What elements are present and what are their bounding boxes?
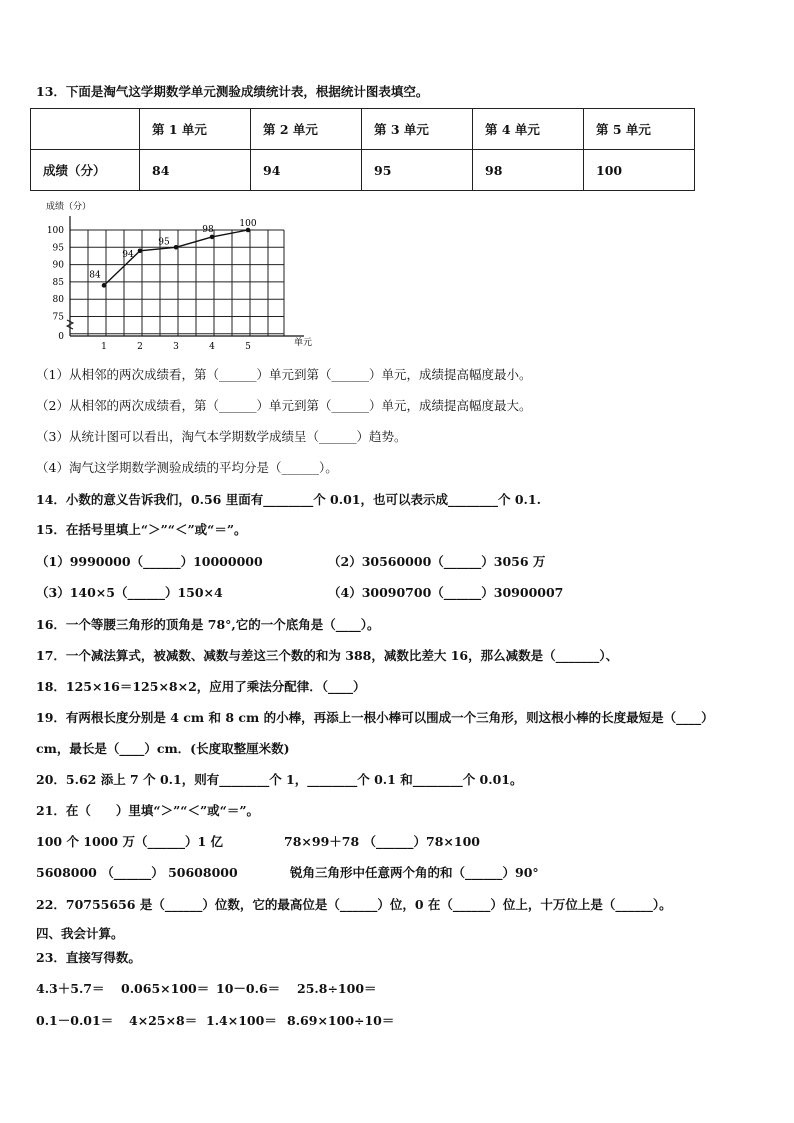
x-tick-label: 5 <box>245 342 251 350</box>
q19-line1: 19．有两根长度分别是 4 cm 和 8 cm 的小棒，再添上一根小棒可以围成一个三角形，则这根小棒的长度最短是（____） <box>36 710 714 725</box>
q19-line2: cm，最长是（____）cm．(长度取整厘米数) <box>36 741 290 756</box>
data-label: 100 <box>239 219 257 229</box>
q20-text: 20．5.62 添上 7 个 0.1，则有________个 1，________个 0.1 和________个 0.01。 <box>36 772 523 787</box>
x-tick-label: 2 <box>137 342 143 350</box>
table-cell: 100 <box>584 150 695 191</box>
q23-item: 0.065×100＝ <box>121 981 210 996</box>
y-tick-label: 80 <box>52 295 64 306</box>
q13-sub1: （1）从相邻的两次成绩看，第（______）单元到第（______）单元，成绩提高幅度最小。 <box>36 367 532 382</box>
q23-item: 8.69×100÷10＝ <box>287 1013 395 1028</box>
table-row-label: 成绩（分） <box>31 150 140 191</box>
q23-item: 4×25×8＝ <box>129 1013 198 1028</box>
table-cell: 95 <box>362 150 473 191</box>
q23-item: 0.1－0.01＝ <box>36 1013 114 1028</box>
q21-prompt: 21．在（ ）里填“＞”“＜”或“＝”。 <box>36 803 260 818</box>
q21-c: 5608000 （______） 50608000 <box>36 865 238 880</box>
y-tick-label: 75 <box>52 312 64 323</box>
table-header-cell: 第 5 单元 <box>584 109 695 150</box>
x-axis-label: 单元 <box>294 338 313 348</box>
table-cell <box>31 109 140 150</box>
data-label: 94 <box>122 249 134 260</box>
q15-b: （2）30560000（______）3056 万 <box>328 554 546 569</box>
q21-d: 锐角三角形中任意两个角的和（______）90° <box>290 865 539 880</box>
x-tick-label: 3 <box>173 342 179 350</box>
q14-text: 14．小数的意义告诉我们，0.56 里面有________个 0.01，也可以表示成________个 0.1. <box>36 492 541 507</box>
table-header-cell: 第 3 单元 <box>362 109 473 150</box>
q13-sub3: （3）从统计图可以看出，淘气本学期数学成绩呈（______）趋势。 <box>36 429 407 444</box>
q18-text: 18．125×16＝125×8×2，应用了乘法分配律．（____） <box>36 679 366 694</box>
y-axis-label: 成绩（分） <box>46 202 92 212</box>
q13-sub2: （2）从相邻的两次成绩看，第（______）单元到第（______）单元，成绩提高幅度最大。 <box>36 398 532 413</box>
q21-b: 78×99＋78 （______）78×100 <box>284 834 480 849</box>
table-header-row <box>31 109 695 150</box>
table-cell: 94 <box>251 150 362 191</box>
section-title: 四、我会计算。 <box>36 926 124 941</box>
y-tick-label: 90 <box>52 260 64 271</box>
x-tick-label: 4 <box>209 342 215 350</box>
q13-prompt: 13．下面是淘气这学期数学单元测验成绩统计表，根据统计图表填空。 <box>36 84 429 99</box>
q23-item: 10－0.6＝ <box>216 981 281 996</box>
table-header-cell: 第 2 单元 <box>251 109 362 150</box>
data-point <box>102 283 107 288</box>
q16-text: 16．一个等腰三角形的顶角是 78°,它的一个底角是（____）。 <box>36 617 380 632</box>
data-point <box>138 248 143 253</box>
data-label: 95 <box>158 237 170 248</box>
score-line-chart <box>28 198 338 350</box>
q15-d: （4）30090700（______）30900007 <box>328 585 564 600</box>
q13-sub4: （4）淘气这学期数学测验成绩的平均分是（______）。 <box>36 460 338 475</box>
y-tick-label: 95 <box>52 243 64 254</box>
table-header-cell: 第 4 单元 <box>473 109 584 150</box>
table-cell: 84 <box>140 150 251 191</box>
table-header-cell: 第 1 单元 <box>140 109 251 150</box>
data-point <box>210 235 215 240</box>
q15-a: （1）9990000（______）10000000 <box>36 554 263 569</box>
q15-c: （3）140×5（______）150×4 <box>36 585 223 600</box>
q23-item: 25.8÷100＝ <box>297 981 377 996</box>
x-tick-label: 1 <box>101 342 107 350</box>
y-tick-label: 100 <box>46 226 64 236</box>
q23-prompt: 23．直接写得数。 <box>36 950 141 965</box>
y-tick-label: 0 <box>58 332 64 342</box>
q17-text: 17．一个减法算式，被减数、减数与差这三个数的和为 388，减数比差大 16，那么减数是（_______）、 <box>36 648 619 663</box>
q21-a: 100 个 1000 万（______）1 亿 <box>36 834 223 849</box>
q23-item: 1.4×100＝ <box>206 1013 277 1028</box>
q15-prompt: 15．在括号里填上“＞”“＜”或“＝”。 <box>36 522 247 537</box>
data-label: 84 <box>89 270 101 281</box>
q22-text: 22．70755656 是（______）位数，它的最高位是（______）位，0 在（______）位上，十万位上是（______）。 <box>36 897 672 912</box>
data-label: 98 <box>202 224 214 235</box>
table-cell: 98 <box>473 150 584 191</box>
q23-item: 4.3＋5.7＝ <box>36 981 105 996</box>
score-table <box>30 108 695 191</box>
y-tick-label: 85 <box>52 277 64 288</box>
axis-break-mark <box>67 320 73 329</box>
data-point <box>174 245 179 250</box>
table-row <box>31 150 695 191</box>
